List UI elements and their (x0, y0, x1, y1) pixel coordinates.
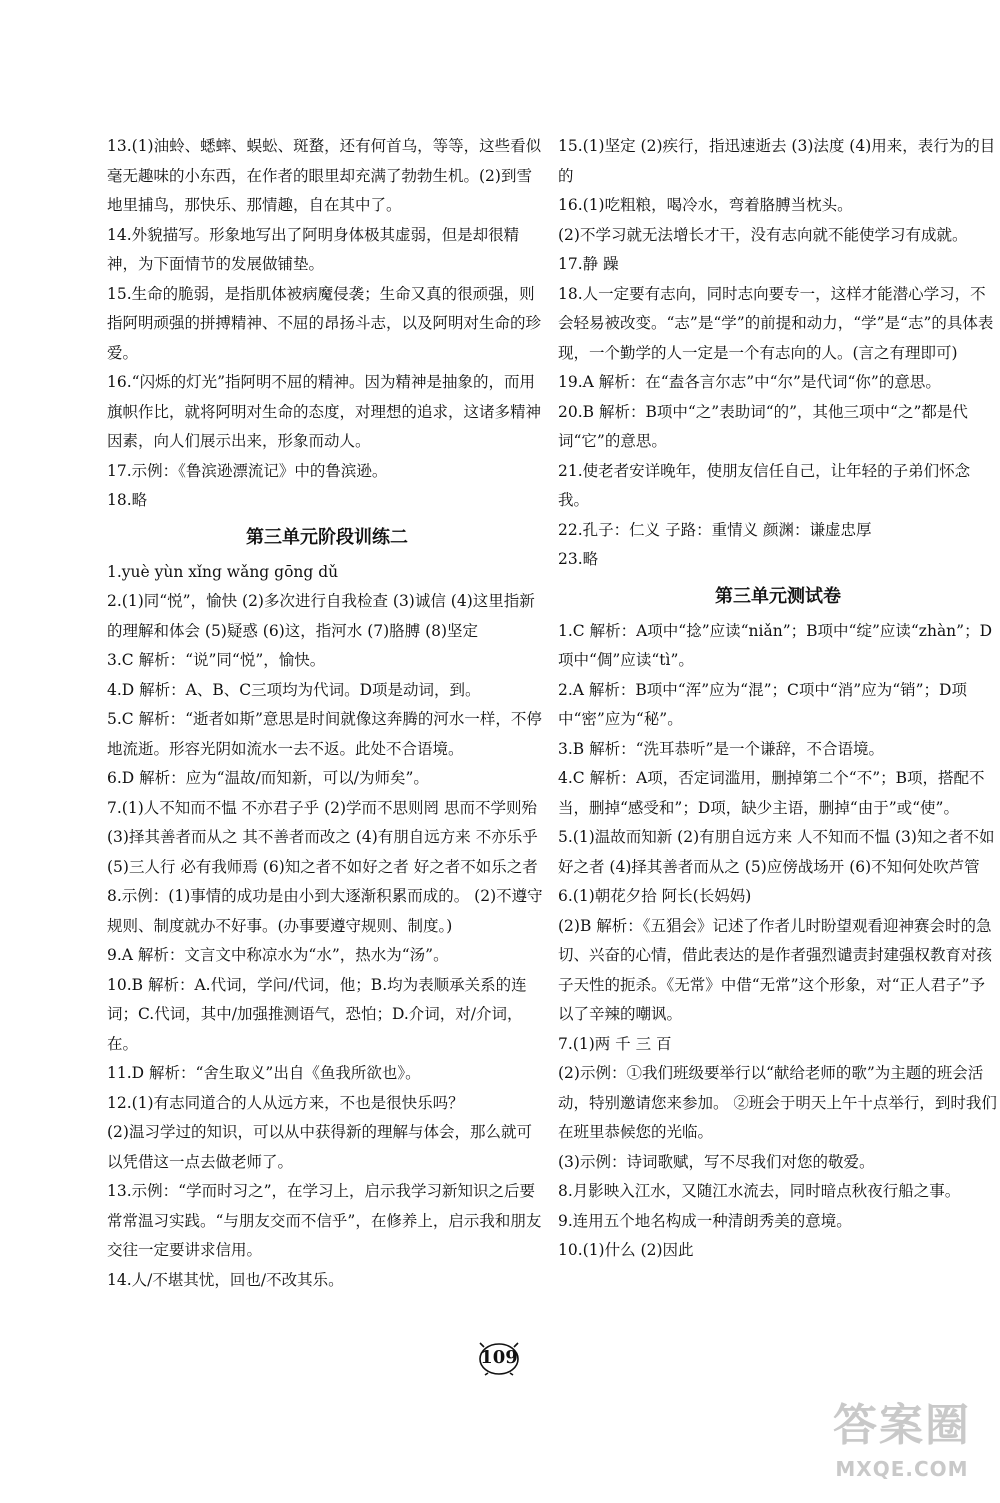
watermark-main-text: 答案圈 (833, 1400, 971, 1451)
answer-item: 6.D 解析：应为“温故/而知新，可以/为师矣”。 (107, 769, 429, 787)
answer-item: (2)示例：①我们班级要举行以“献给老师的歌”为主题的班会活动，特别邀请您来参加。 ②班会于明天上午十点举行，到时我们在班里恭候您的光临。 (558, 1064, 997, 1141)
answer-item: 21.使老者安详晚年，使朋友信任自己，让年轻的子弟们怀念我。 (558, 461, 971, 509)
answer-item: 15.(1)坚定 (2)疾行，指迅速逝去 (3)法度 (4)用来，表行为的目的 (558, 137, 996, 185)
answer-item: 5.(1)温故而知新 (2)有朋自远方来 人不知而不愠 (3)知之者不如好之者 (4)择其善者而从之 (5)应傍战场开 (6)不知何处吹芦管 (558, 828, 995, 876)
answer-item: (2)B 解析：《五猖会》记述了作者儿时盼望观看迎神赛会时的急切、兴奋的心情，借此表达的是作者强烈谴责封建强权教育对孩子天性的扼杀。《无常》中借“无常”这个形象，对“正人君子”予以了辛辣的嘲讽。 (558, 916, 993, 1023)
answer-item: 1.C 解析：A项中“捻”应读“niǎn”；B项中“绽”应读“zhàn”；D项中“倜”应读“tì”。 (558, 621, 993, 669)
answer-item: (2)不学习就无法增长才干，没有志向就不能使学习有成就。 (558, 225, 968, 244)
answer-item: 10.B 解析：A.代词，学问/代词，他；B.均为表顺承关系的连词；C.代词，其中/加强推测语气，恐怕；D.介词，对/介词，在。 (107, 975, 527, 1053)
answer-item: 7.(1)人不知而不愠 不亦君子乎 (2)学而不思则罔 思而不学则殆 (3)择其善者而从之 其不善者而改之 (4)有朋自远方来 不亦乐乎 (5)三人行 必有我师焉 (6)知之者不如好之者 好之者不如乐之者 (107, 798, 538, 876)
answer-item: 4.C 解析：A项，否定词滥用，删掉第二个“不”；B项，搭配不当，删掉“感受和”；D项，缺少主语，删掉“由于”或“使”。 (558, 769, 985, 817)
watermark-logo (812, 1396, 992, 1496)
answer-item: 2.A 解析：B项中“浑”应为“混”；C项中“消”应为“销”；D项中“密”应为“秘”。 (558, 680, 967, 728)
answer-item: 17.静 躁 (558, 255, 619, 273)
answer-item: 5.C 解析：“逝者如斯”意思是时间就像这奔腾的河水一样，不停地流逝。形容光阴如流水一去不返。此处不合语境。 (107, 710, 542, 758)
answer-item: 14.外貌描写。形象地写出了阿明身体极其虚弱，但是却很精神，为下面情节的发展做铺垫。 (107, 225, 520, 273)
answer-item: 12.(1)有志同道合的人从远方来，不也是很快乐吗？ (107, 1093, 464, 1112)
answer-item: 13.示例：“学而时习之”，在学习上，启示我学习新知识之后要常常温习实践。“与朋友交而不信乎”，在修养上，启示我和朋友交往一定要讲求信用。 (107, 1182, 542, 1259)
answer-item: 14.人/不堪其忧，回也/不改其乐。 (107, 1270, 344, 1289)
watermark-site-text: MXQE.COM (835, 1457, 969, 1481)
answer-item: 22.孔子：仁义 子路：重情义 颜渊：谦虚忠厚 (558, 520, 872, 539)
answer-item: 19.A 解析：在“盍各言尔志”中“尔”是代词“你”的意思。 (558, 373, 941, 391)
answer-item: 9.连用五个地名构成一种清朗秀美的意境。 (558, 1211, 852, 1230)
section-title: 第三单元阶段训练二 (246, 526, 408, 548)
answer-item: 11.D 解析：“舍生取义”出自《鱼我所欲也》。 (107, 1064, 421, 1082)
answer-item: 2.(1)同“悦”，愉快 (2)多次进行自我检查 (3)诚信 (4)这里指新的理解和体会 (5)疑惑 (6)这，指河水 (7)胳膊 (8)坚定 (107, 592, 535, 640)
answer-item: 4.D 解析：A、B、C三项均为代词。D项是动词，到。 (107, 680, 481, 699)
answer-item: 18.人一定要有志向，同时志向要专一，这样才能潜心学习，不会轻易被改变。“志”是“学”的前提和动力，“学”是“志”的具体表现，一个勤学的人一定是一个有志向的人。(言之有理即可) (558, 284, 994, 362)
answer-item: 3.C 解析：“说”同“悦”，愉快。 (107, 651, 326, 669)
answer-item: 20.B 解析：B项中“之”表助词“的”，其他三项中“之”都是代词“它”的意思。 (558, 402, 968, 450)
answer-item: 15.生命的脆弱，是指肌体被病魔侵袭；生命又真的很顽强，则指阿明顽强的拼搏精神、不屈的昂扬斗志，以及阿明对生命的珍爱。 (107, 284, 542, 362)
answer-item: 8.示例：(1)事情的成功是由小到大逐渐积累而成的。 (2)不遵守规则、制度就办不好事。(办事要遵守规则、制度。) (107, 887, 543, 935)
section-title: 第三单元测试卷 (715, 585, 841, 607)
answer-item: (3)示例：诗词歌赋，写不尽我们对您的敬爱。 (558, 1152, 875, 1171)
answer-item: 3.B 解析：“洗耳恭听”是一个谦辞，不合语境。 (558, 739, 884, 758)
answer-item: 23.略 (558, 550, 599, 568)
answer-item: 6.(1)朝花夕拾 阿长(长妈妈) (558, 887, 752, 905)
right-column (558, 132, 998, 1266)
answer-item: 16.“闪烁的灯光”指阿明不屈的精神。因为精神是抽象的，而用旗帜作比，就将阿明对生命的态度，对理想的追求，这诸多精神因素，向人们展示出来，形象而动人。 (107, 373, 542, 450)
left-column (107, 132, 547, 1295)
page-number-text: 109 (480, 1347, 518, 1368)
answer-item: 10.(1)什么 (2)因此 (558, 1241, 694, 1259)
answer-item: 8.月影映入江水，又随江水流去，同时暗点秋夜行船之事。 (558, 1182, 961, 1200)
answer-item: 16.(1)吃粗粮，喝冷水，弯着胳膊当枕头。 (558, 196, 853, 214)
page-number (476, 1340, 522, 1376)
answer-item: 9.A 解析：文言文中称凉水为“水”，热水为“汤”。 (107, 946, 449, 964)
answer-item: 1.yuè yùn xǐng wǎng gōng dǔ (107, 562, 339, 581)
answer-item: (2)温习学过的知识，可以从中获得新的理解与体会，那么就可以凭借这一点去做老师了。 (107, 1123, 532, 1171)
answer-item: 7.(1)两 千 三 百 (558, 1034, 672, 1053)
answer-item: 18.略 (107, 491, 148, 509)
answer-item: 13.(1)油蛉、蟋蟀、蜈蚣、斑蝥，还有何首乌，等等，这些看似毫无趣味的小东西，在作者的眼里却充满了勃勃生机。(2)到雪地里捕鸟，那快乐、那情趣，自在其中了。 (107, 137, 542, 214)
answer-item: 17.示例：《鲁滨逊漂流记》中的鲁滨逊。 (107, 461, 388, 480)
